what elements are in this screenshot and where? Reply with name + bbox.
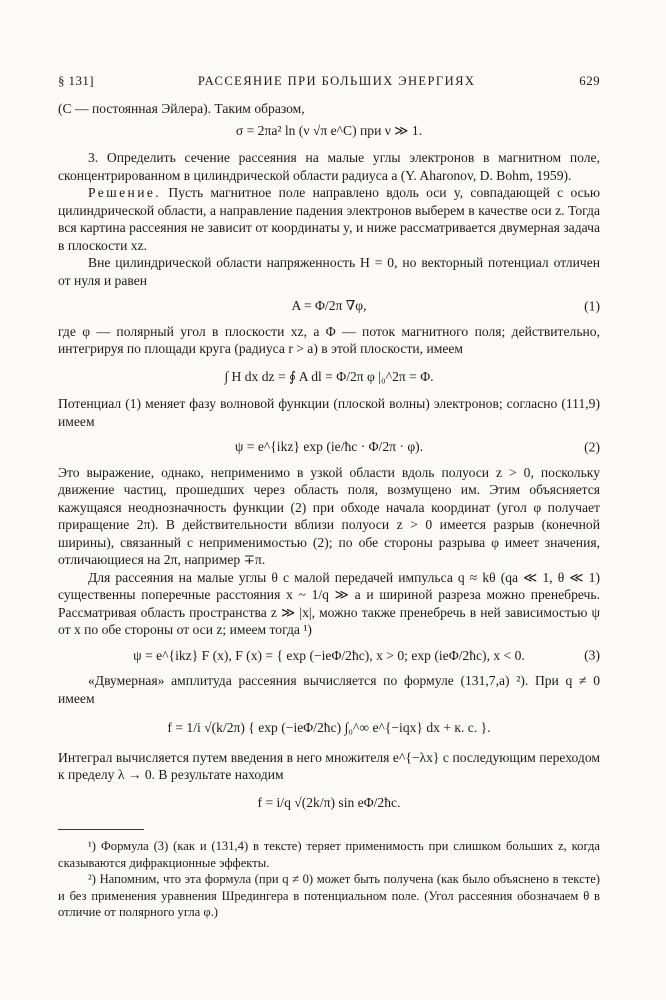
amplitude-paragraph: «Двумерная» амплитуда рассеяния вычисляется по формуле (131,7,а) ²). При q ≠ 0 имеем bbox=[58, 673, 600, 706]
running-title: РАССЕЯНИЕ ПРИ БОЛЬШИХ ЭНЕРГИЯХ bbox=[197, 74, 476, 88]
equation-text: ∫ H dx dz = ∮ A dl = Φ/2π φ |₀^2π = Φ. bbox=[224, 368, 434, 384]
equation-text: ψ = e^{ikz} exp (ie/ħc · Φ/2π · φ). bbox=[234, 439, 424, 454]
equation-integral bbox=[58, 368, 600, 386]
problem-3: 3. Определить сечение рассеяния на малые углы электронов в магнитном поле, сконцентрированном в цилиндрической области радиуса a (Y. Aharonov, D. Bohm, 1959). bbox=[58, 150, 600, 183]
equation-text: ψ = e^{ikz} F (x), F (x) = { exp (−ieΦ/2ħc), x > 0; exp (ieΦ/2ħc), x < 0. bbox=[133, 647, 525, 663]
footnote-1: ¹) Формула (3) (как и (131,4) в тексте) теряет применимость при слишком больших z, когда сказываются дифракционные эффекты. bbox=[58, 839, 600, 870]
solution-paragraph bbox=[58, 184, 600, 254]
potential-paragraph: Потенциал (1) меняет фазу волновой функции (плоской волны) электронов; согласно (111,9) имеем bbox=[58, 396, 600, 429]
page-number: 629 bbox=[579, 73, 600, 88]
footnote-rule bbox=[58, 829, 144, 830]
equation-text: f = 1/i √(k/2π) { exp (−ieΦ/2ħc) ∫₀^∞ e^{−iqx} dx + к. с. }. bbox=[167, 720, 491, 735]
integral-paragraph: Интеграл вычисляется путем введения в него множителя e^{−λx} с последующим переходом к пределу λ → 0. В результате находим bbox=[58, 749, 600, 782]
footnote-2: ²) Напомним, что эта формула (при q ≠ 0) может быть получена (как было объяснено в тексте) и без применения уравнения Шредингера в потенциальном поле. (Угол рассеяния обозначаем θ в отличие от полярного угла φ.) bbox=[58, 872, 600, 919]
equation-text: σ = 2πa² ln (ν √π e^C) при ν ≫ 1. bbox=[235, 122, 423, 138]
equation-text: f = i/q √(2k/π) sin eΦ/2ħc. bbox=[257, 794, 401, 810]
equation-f1 bbox=[58, 719, 600, 737]
phi-paragraph: где φ — полярный угол в плоскости xz, а Φ — поток магнитного поля; действительно, интегрируя по площади круга (радиуса r > a) в этой плоскости, имеем bbox=[58, 323, 600, 356]
outer-region-paragraph: Вне цилиндрической области напряженность H = 0, но векторный потенциал отличен от нуля и равен bbox=[58, 255, 600, 288]
equation-number: (2) bbox=[584, 439, 600, 454]
expression-paragraph: Это выражение, однако, неприменимо в узкой области вдоль полуоси z > 0, поскольку движение частиц, прошедших через область поля, возмущено им. Этим объясняется кажущаяся неоднозначность функции (2) при обходе начала координат (угол φ получает приращение 2π). В действительности вблизи полуоси z > 0 имеется разрыв (конечной ширины), связанный с неприменимостью (2); по обе стороны разрыва φ имеет значения, отличающиеся на 2π, например ∓π. bbox=[58, 464, 600, 567]
running-header bbox=[58, 72, 600, 91]
equation-f2 bbox=[58, 794, 600, 812]
equation-number: (3) bbox=[584, 647, 600, 663]
solution-text: Пусть магнитное поле направлено вдоль оси y, совпадающей с осью цилиндрической области, а направление падения электронов выберем в качестве оси z. Тогда вся картина рассеяния не зависит от координаты y, и ниже рассматривается двумерная задача в плоскости xz. bbox=[58, 185, 600, 253]
equation-3 bbox=[58, 647, 600, 665]
section-marker: § 131] bbox=[58, 73, 94, 88]
equation-1 bbox=[58, 297, 600, 315]
text-line: (C — постоянная Эйлера). Таким образом, bbox=[58, 101, 305, 116]
equation-sigma bbox=[58, 122, 600, 140]
solution-label: Решение. bbox=[88, 185, 162, 200]
small-angle-paragraph: Для рассеяния на малые углы θ с малой передачей импульса q ≈ kθ (qa ≪ 1, θ ≪ 1) существенны поперечные расстояния x ~ 1/q ≫ a и шириной разреза можно пренебречь. Рассматривая область пространства z ≫ |x|, можно также пренебречь в ней зависимостью ψ от x по обе стороны от оси z; имеем тогда ¹) bbox=[58, 569, 600, 637]
equation-2 bbox=[58, 438, 600, 456]
equation-number: (1) bbox=[584, 298, 600, 313]
equation-text: A = Φ/2π ∇φ, bbox=[291, 298, 367, 313]
page-body bbox=[58, 100, 600, 921]
